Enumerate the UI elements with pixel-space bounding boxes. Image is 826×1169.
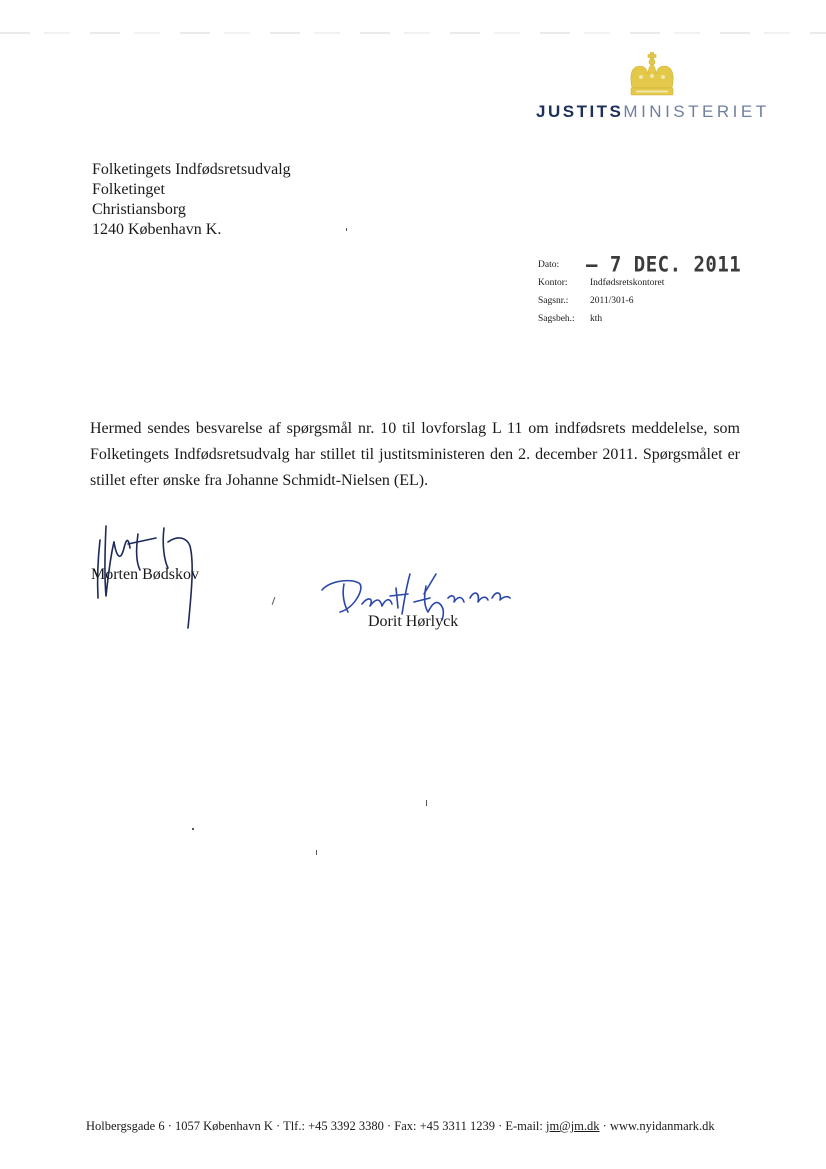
meta-case-row [538, 292, 738, 310]
recipient-address [92, 160, 412, 240]
office-value: Indfødsretskontoret [590, 278, 665, 288]
recipient-line: 1240 København K. [92, 221, 222, 238]
handler-label: Sagsbeh.: [538, 314, 575, 324]
footer-address: Holbergsgade 6 · 1057 København K · Tlf.: +45 3392 3380 · Fax: +45 3311 1239 · E-mail: [86, 1119, 546, 1133]
logo-justits: JUSTITS [536, 102, 624, 121]
date-stamp: – 7 DEC. 2011 [586, 252, 742, 278]
recipient-line: Christiansborg [92, 201, 186, 218]
ministry-logo-wordmark [536, 102, 770, 126]
logo-ministeriet: MINISTERIET [623, 102, 770, 121]
signer-name-morten-bodskov: Morten Bødskov [91, 566, 199, 583]
meta-handler-row [538, 310, 738, 328]
danish-crown-icon [626, 52, 678, 98]
case-value: 2011/301-6 [590, 296, 634, 306]
letter-body-paragraph: Hermed sendes besvarelse af spørgsmål nr. 10 til lovforslag L 11 om indfødsrets meddelelse, som Folketingets Indfødsretsudvalg har stillet til justitsministeren den 2. december 2011. Spørgsmålet er stillet efter ønske fra Johanne Schmidt-Nielsen (EL). [90, 420, 740, 489]
office-label: Kontor: [538, 278, 568, 288]
signer-name-dorit-horlyck: Dorit Hørlyck [368, 613, 459, 630]
recipient-line: Folketingets Indfødsretsudvalg [92, 161, 291, 178]
scan-speck [316, 850, 317, 855]
handler-value: kth [590, 314, 603, 324]
scan-speck [426, 800, 427, 806]
scan-speck [192, 828, 194, 830]
case-label: Sagsnr.: [538, 296, 569, 306]
scan-speck [272, 597, 276, 605]
footer-email-link[interactable]: jm@jm.dk [546, 1119, 600, 1133]
footer-separator: · [599, 1119, 610, 1133]
footer-website-link[interactable]: www.nyidanmark.dk [609, 1119, 715, 1133]
scan-artifact-line [0, 32, 826, 34]
scan-speck [346, 228, 347, 231]
letter-footer [86, 1119, 746, 1134]
recipient-line: Folketinget [92, 181, 165, 198]
date-label: Dato: [538, 260, 560, 270]
